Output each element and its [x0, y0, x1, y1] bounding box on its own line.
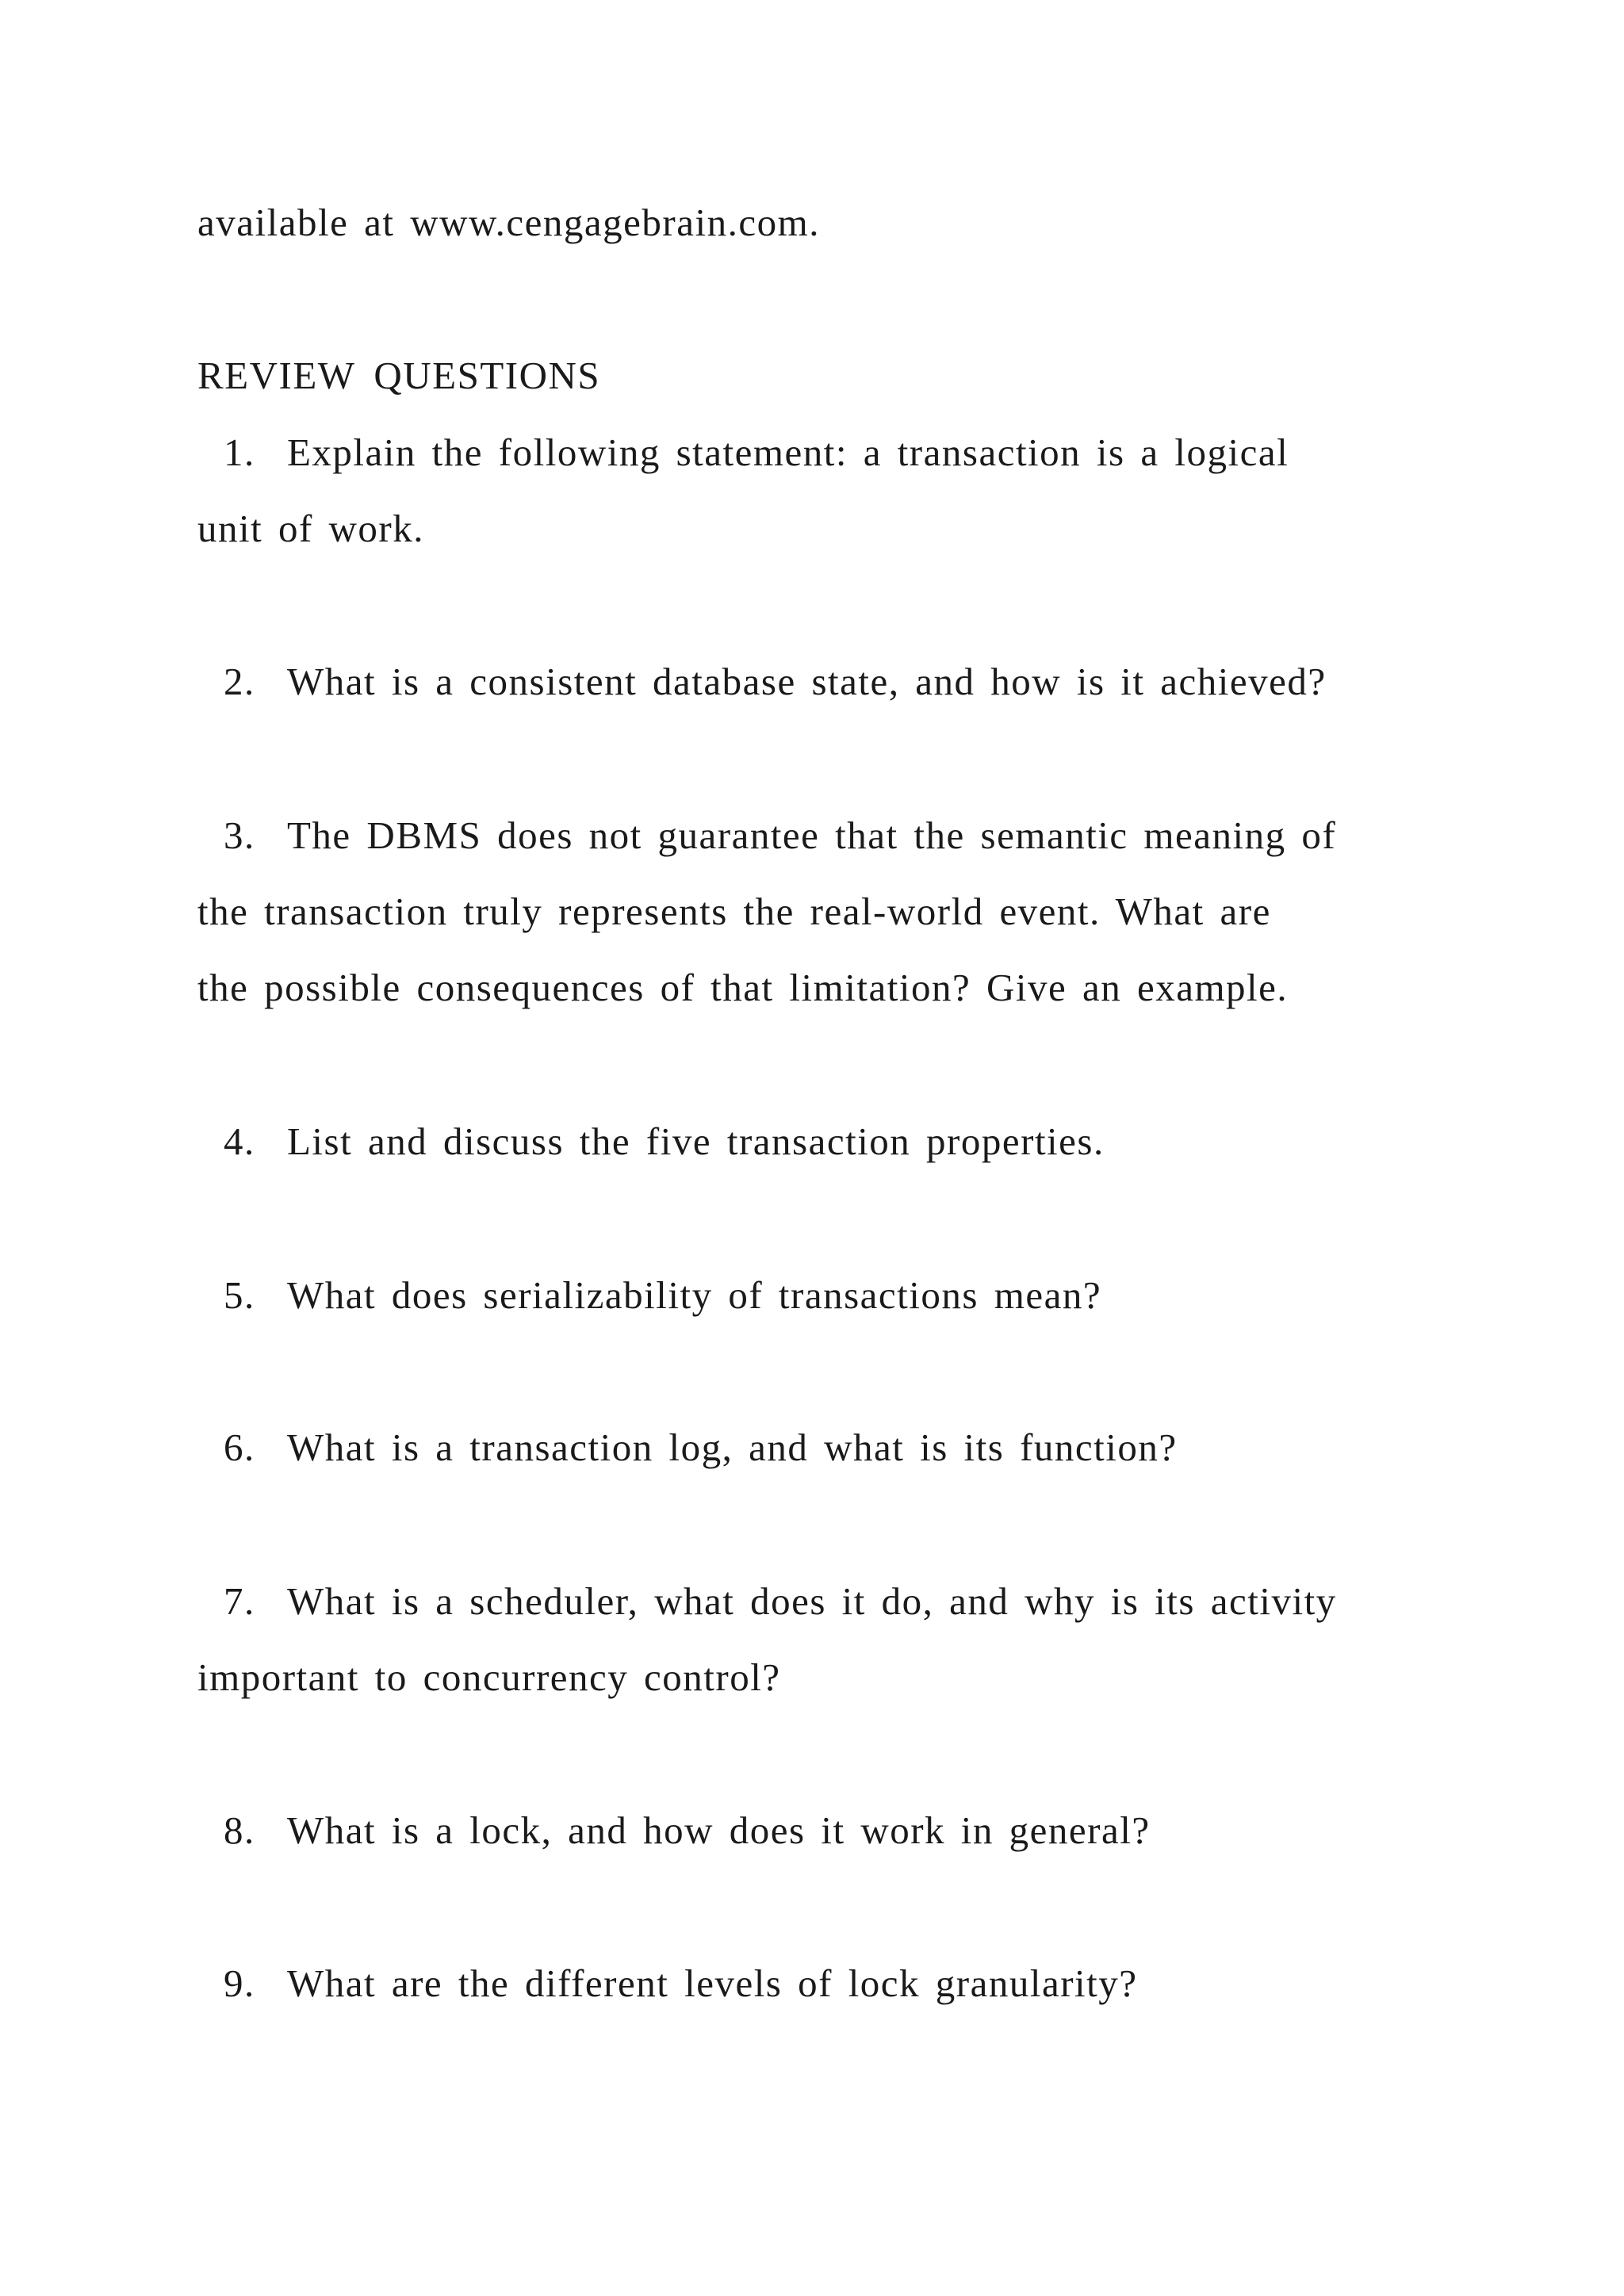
question-5-line-1 [197, 1272, 1466, 1348]
question-5 [197, 1272, 1466, 1348]
question-text: The DBMS does not guarantee that the semantic meaning of [287, 813, 1337, 857]
question-4 [197, 1118, 1466, 1194]
question-3-line-3: the possible consequences of that limitation? Give an example. [197, 966, 1289, 1009]
question-2 [197, 658, 1466, 734]
question-text: What is a consistent database state, and how is it achieved? [287, 660, 1327, 703]
question-text: What are the different levels of lock granularity? [287, 1961, 1138, 2005]
question-text: What is a scheduler, what does it do, and why is its activity [287, 1579, 1337, 1623]
intro-text: available at www.cengagebrain.com. [197, 201, 820, 244]
question-7-line-2: important to concurrency control? [197, 1655, 781, 1699]
question-number: 1. [224, 430, 255, 474]
question-number: 2. [224, 660, 255, 703]
question-2-line-1 [197, 658, 1466, 734]
question-text: What does serializability of transactions mean? [287, 1273, 1102, 1317]
section-title: REVIEW QUESTIONS [197, 354, 601, 397]
question-3-line-1 [197, 812, 1466, 888]
question-4-line-1 [197, 1118, 1466, 1194]
question-text: What is a transaction log, and what is its function? [287, 1425, 1178, 1469]
question-6 [197, 1424, 1466, 1500]
question-text: What is a lock, and how does it work in general? [287, 1808, 1151, 1852]
question-7 [197, 1578, 1466, 1730]
question-number: 6. [224, 1425, 255, 1469]
question-number: 7. [224, 1579, 255, 1623]
question-number: 8. [224, 1808, 255, 1852]
question-8-line-1 [197, 1807, 1466, 1883]
question-7-line-1 [197, 1578, 1466, 1654]
question-9 [197, 1960, 1466, 2036]
question-3 [197, 812, 1466, 1040]
question-text: List and discuss the five transaction properties. [287, 1119, 1105, 1163]
question-8 [197, 1807, 1466, 1883]
question-number: 4. [224, 1119, 255, 1163]
question-6-line-1 [197, 1424, 1466, 1500]
question-1-line-2: unit of work. [197, 507, 424, 550]
question-9-line-1 [197, 1960, 1466, 2036]
question-number: 3. [224, 813, 255, 857]
question-number: 9. [224, 1961, 255, 2005]
question-text: Explain the following statement: a transaction is a logical [287, 430, 1289, 474]
question-3-line-2: the transaction truly represents the real-world event. What are [197, 890, 1271, 933]
question-1 [197, 429, 1466, 581]
question-1-line-1 [197, 429, 1466, 505]
question-number: 5. [224, 1273, 255, 1317]
